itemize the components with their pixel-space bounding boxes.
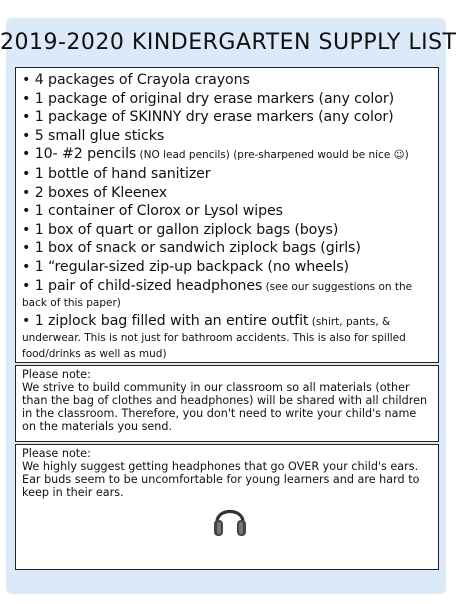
bullet: • [22,165,31,182]
item-text: 1 pair of child-sized headphones [34,277,263,294]
list-item [22,202,432,221]
item-text: 10- #2 pencils [34,146,137,163]
list-item [22,71,432,90]
note-label: Please note: [22,368,91,381]
list-item [22,165,432,184]
bullet: • [22,203,31,220]
list-item [22,184,432,203]
list-item [22,108,432,127]
item-text: 1 bottle of hand sanitizer [34,165,211,182]
list-item [22,127,432,146]
note-text: We strive to build community in our classroom so all materials (other than the bag of clothes and headphones) will be shared with all children in the classroom. Therefore, you don't need to write your child's name on the materials you send. [22,381,428,433]
item-text: 1 package of SKINNY dry erase markers (any color) [34,109,394,126]
item-text: 5 small glue sticks [34,127,165,144]
item-text: 1 container of Clorox or Lysol wipes [34,203,283,220]
item-note: (see our suggestions on the back of this paper) [22,280,413,309]
list-item [22,145,432,165]
bullet: • [22,184,31,201]
bullet: • [22,72,31,88]
note-label: Please note: [22,447,91,460]
list-item [22,90,432,109]
bullet: • [22,240,31,257]
item-text: 1 box of snack or sandwich ziplock bags (girls) [34,240,361,257]
item-text: 4 packages of Crayola crayons [34,72,250,88]
headphones-icon [212,500,248,540]
list-item [22,221,432,240]
note-box-community [15,365,439,442]
bullet: • [22,221,31,238]
bullet: • [22,258,31,275]
list-item [22,258,432,277]
bullet: • [22,127,31,144]
item-text: 1 “regular-sized zip-up backpack (no wheels) [34,258,349,275]
page-title: 2019-2020 KINDERGARTEN SUPPLY LIST [0,30,456,55]
list-item [22,239,432,258]
bullet: • [22,277,31,294]
bullet: • [22,146,31,163]
item-note: (NO lead pencils) (pre-sharpened would be nice ☺) [136,149,409,162]
item-text: 1 package of original dry erase markers (any color) [34,90,395,107]
supply-list-box [15,67,439,363]
item-text: 1 ziplock bag filled with an entire outfit [34,312,309,329]
bullet: • [22,90,31,107]
list-item [22,279,432,311]
item-note: (shirt, pants, & underwear. This is not just for bathroom accidents. This is also for spilled food/drinks as well as mud) [22,315,406,360]
bullet: • [22,312,31,329]
item-text: 1 box of quart or gallon ziplock bags (boys) [34,221,339,238]
bullet: • [22,109,31,126]
item-text: 2 boxes of Kleenex [34,184,168,201]
list-item [22,314,432,362]
note-text: We highly suggest getting headphones that go OVER your child's ears. Ear buds seem to be uncomfortable for young learners and are hard to keep in their ears. [22,460,420,499]
